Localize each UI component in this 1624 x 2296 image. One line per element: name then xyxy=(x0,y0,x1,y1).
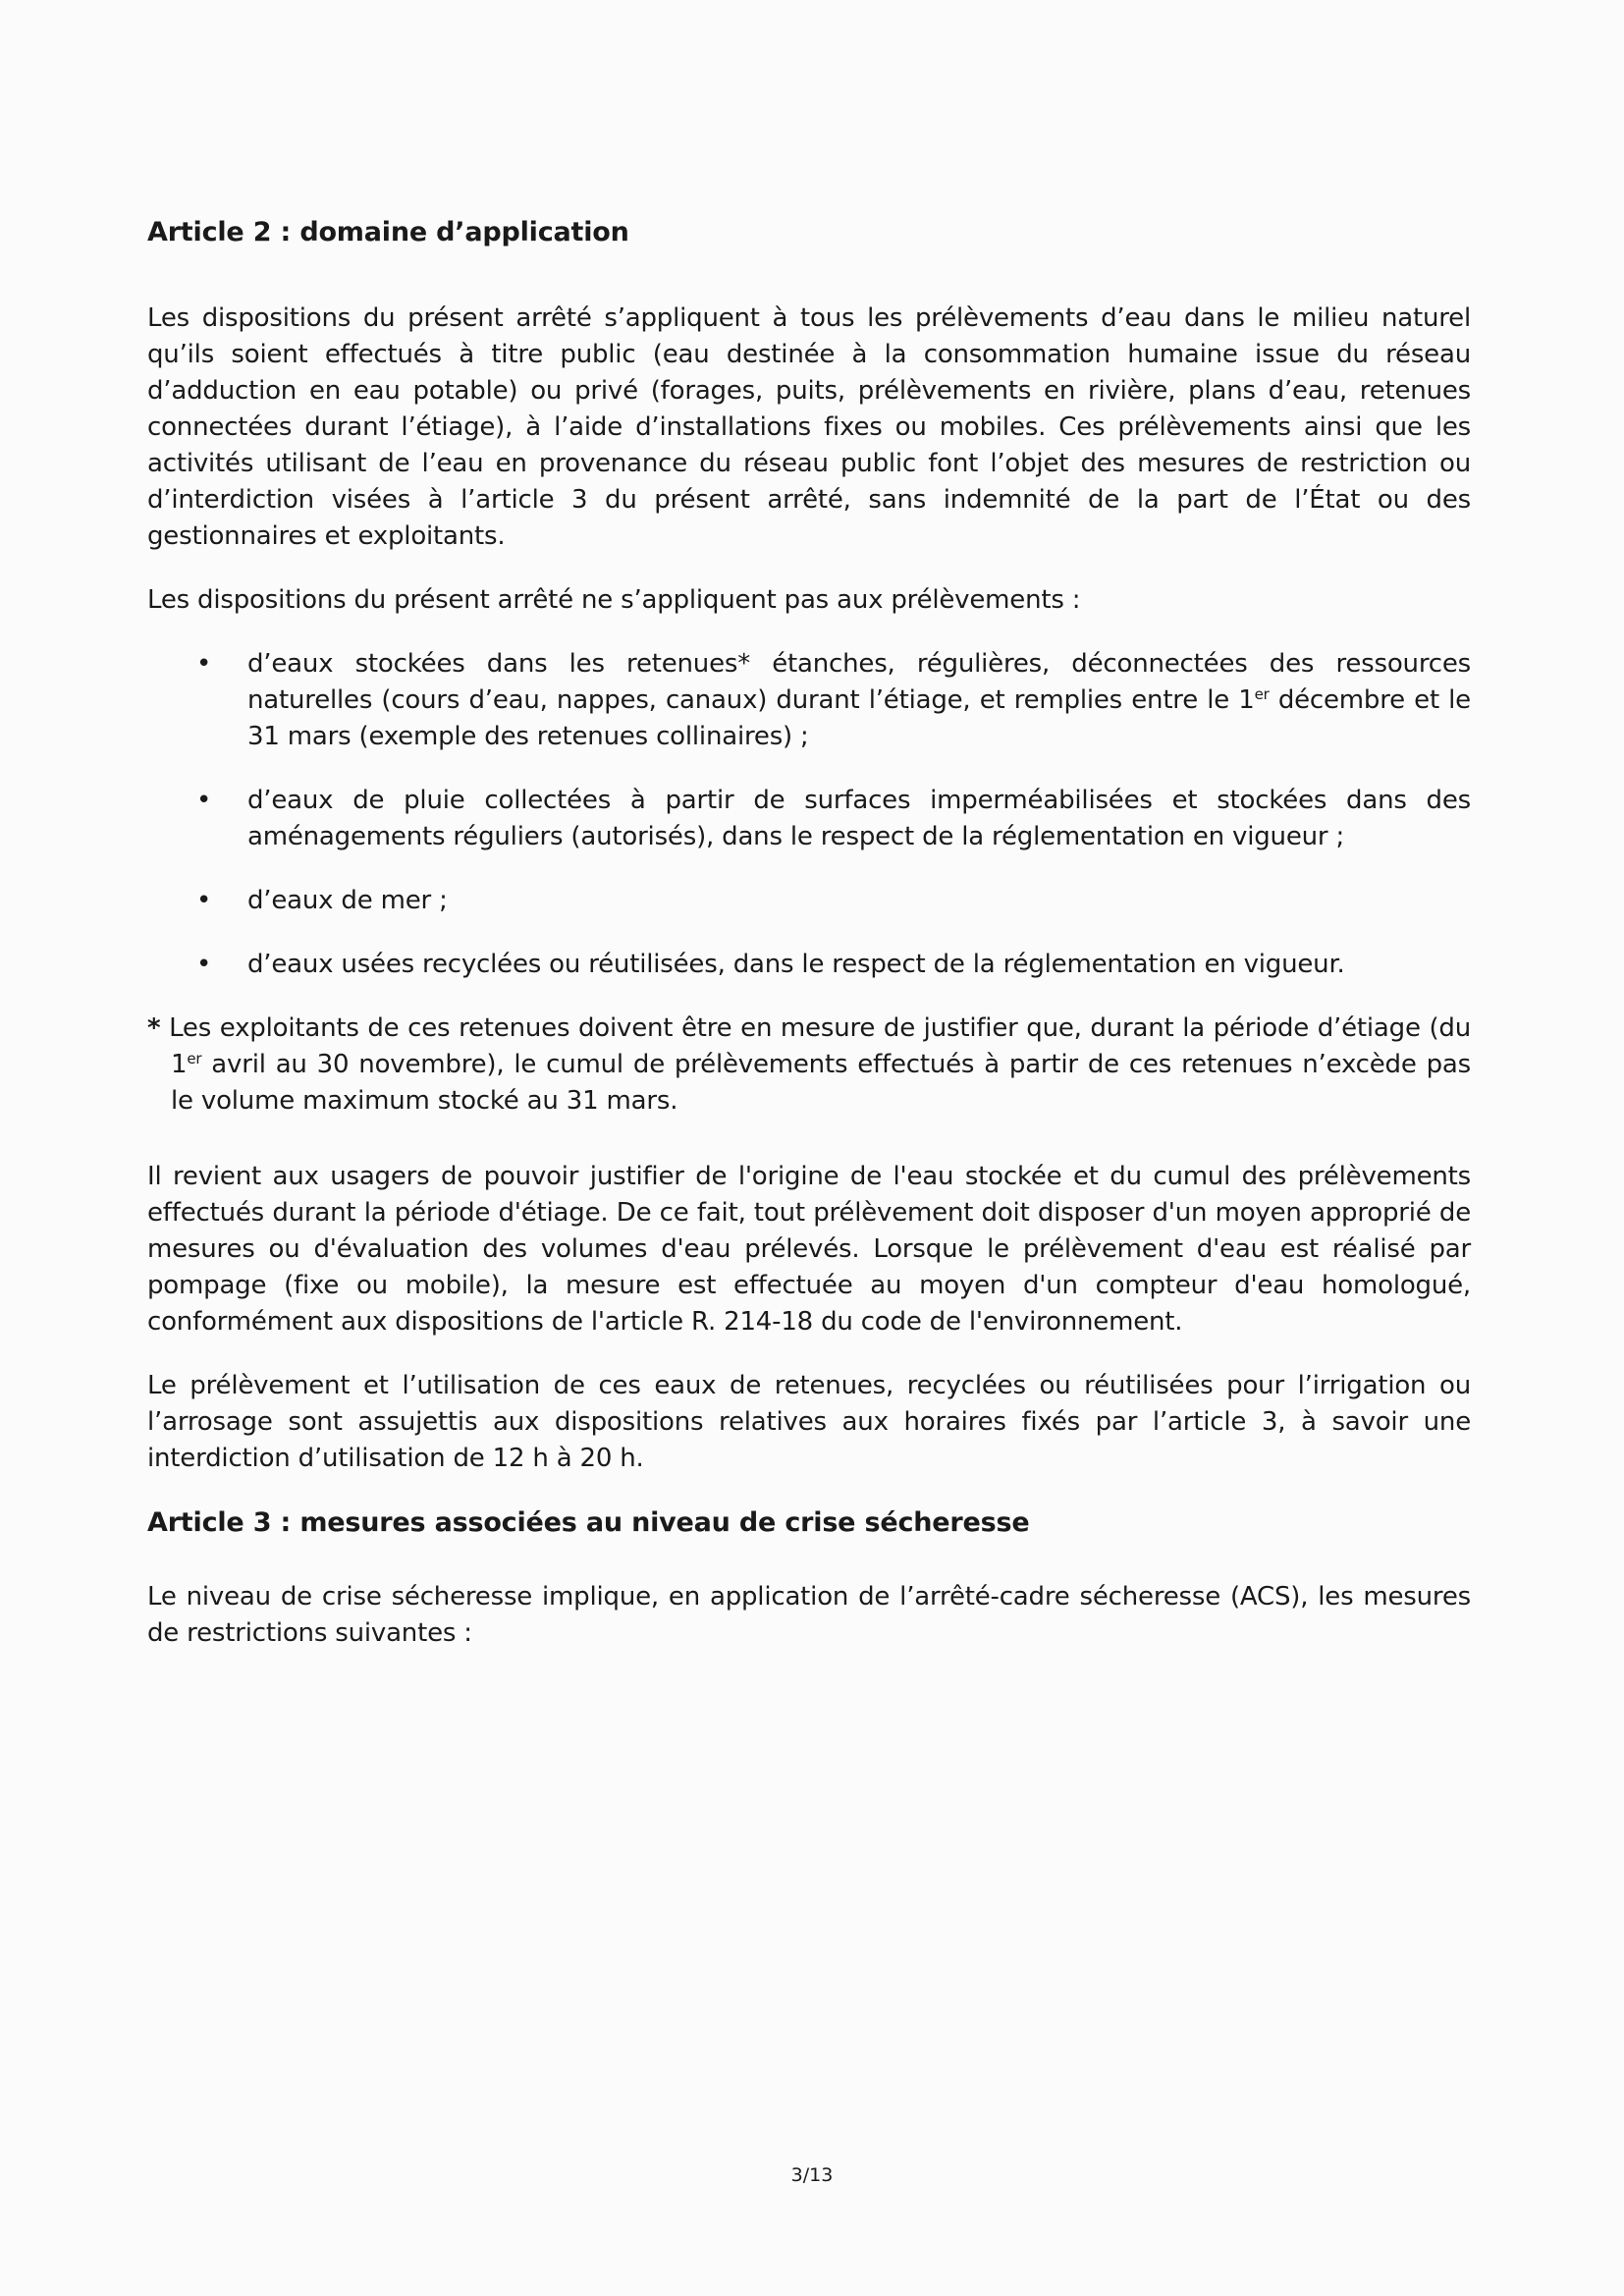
footnote-text-part: avril au 30 novembre), le cumul de prélèvements effectués à partir de ces retenues n’excède pas le volume maximum stocké au 31 mars. xyxy=(171,1050,1471,1116)
article-3-heading: Article 3 : mesures associées au niveau de crise sécheresse xyxy=(147,1507,1030,1538)
exclusion-item-seawater: • d’eaux de mer ; xyxy=(147,883,1471,919)
page-number: 3/13 xyxy=(790,2164,834,2186)
exclusion-item-rainwater: • d’eaux de pluie collectées à partir de surfaces imperméabilisées et stockées dans des aménagements réguliers (autorisés), dans le respect de la réglementation en vigueur ; xyxy=(147,783,1471,855)
ordinal-suffix: er xyxy=(187,1050,202,1067)
article-2-heading: Article 2 : domaine d’application xyxy=(147,217,629,247)
exclusions-list xyxy=(147,646,1471,983)
article-2-paragraph-scope: Les dispositions du présent arrêté s’appliquent à tous les prélèvements d’eau dans le milieu naturel qu’ils soient effectués à titre public (eau destinée à la consommation humaine issue du réseau d’adduction en eau potable) ou privé (forages, puits, prélèvements en rivière, plans d’eau, retenues connectées durant l’étiage), à l’aide d’installations fixes ou mobiles. Ces prélèvements ainsi que les activités utilisant de l’eau en provenance du réseau public font l’objet des mesures de restriction ou d’interdiction visées à l’article 3 du présent arrêté, sans indemnité de la part de l’État ou des gestionnaires et exploitants. xyxy=(147,303,1471,551)
exclusion-item-recycled-water: • d’eaux usées recyclées ou réutilisées, dans le respect de la réglementation en vigueur. xyxy=(147,947,1471,983)
article-2-paragraph-justification: Il revient aux usagers de pouvoir justifier de l'origine de l'eau stockée et du cumul des prélèvements effectués durant la période d'étiage. De ce fait, tout prélèvement doit disposer d'un moyen approprié de mesures ou d'évaluation des volumes d'eau prélevés. Lorsque le prélèvement d'eau est réalisé par pompage (fixe ou mobile), la mesure est effectuée au moyen d'un compteur d'eau homologué, conformément aux dispositions de l'article R. 214-18 du code de l'environnement. xyxy=(147,1162,1471,1337)
article-3-paragraph-intro: Le niveau de crise sécheresse implique, en application de l’arrêté-cadre sécheresse (ACS), les mesures de restrictions suivantes : xyxy=(147,1582,1471,1648)
exclusion-item-stored-water xyxy=(147,646,1471,755)
footnote-retenues xyxy=(147,1011,1471,1120)
footnote-text-part: Les exploitants de ces retenues doivent être en mesure de justifier que, durant la période d’étiage (du 1 xyxy=(160,1013,1471,1079)
article-2-paragraph-schedule: Le prélèvement et l’utilisation de ces eaux de retenues, recyclées ou réutilisées pour l’irrigation ou l’arrosage sont assujettis aux dispositions relatives aux horaires fixés par l’article 3, à savoir une interdiction d’utilisation de 12 h à 20 h. xyxy=(147,1371,1471,1473)
exclusion-text-part: décembre et le 31 mars (exemple des retenues collinaires) ; xyxy=(247,685,1471,751)
exclusion-text-part: d’eaux stockées dans les retenues* étanches, régulières, déconnectées des ressources naturelles (cours d’eau, nappes, canaux) durant l’étiage, et remplies entre le 1 xyxy=(247,649,1471,715)
article-2-paragraph-exclusions-intro: Les dispositions du présent arrêté ne s’appliquent pas aux prélèvements : xyxy=(147,585,1081,615)
ordinal-suffix: er xyxy=(1254,685,1270,703)
page-content xyxy=(147,214,1471,1652)
footnote-marker: * xyxy=(147,1013,161,1043)
